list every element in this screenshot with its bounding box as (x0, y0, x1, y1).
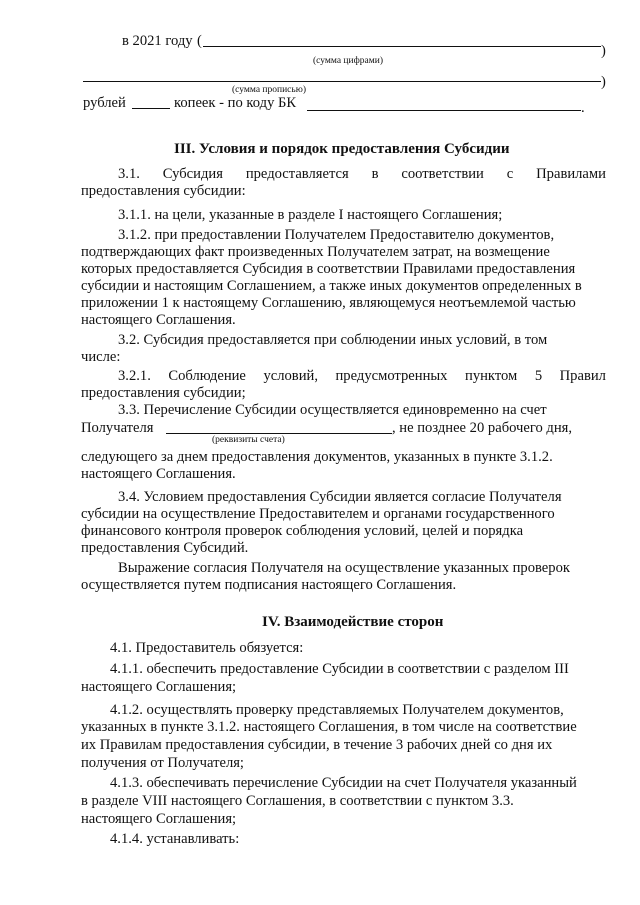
account-label: (реквизиты счета) (212, 435, 285, 445)
p3-1-end: предоставления субсидии: (81, 183, 246, 199)
p3-1-2-line-3: которых предоставляется Субсидия в соответствии Правилами предоставления (81, 261, 576, 277)
p4-1: 4.1. Предоставитель обязуется: (110, 640, 304, 656)
p4-1-3-line-1: 4.1.3. обеспечивать перечисление Субсидии на счет Получателя указанный (110, 775, 577, 791)
p4-1-2-line-1: 4.1.2. осуществлять проверку представляемых Получателем документов, (110, 702, 564, 718)
kopecks-kbk-label: копеек - по коду БК (174, 95, 297, 111)
amount-digits-label: (сумма цифрами) (313, 56, 383, 66)
p3-3: 3.3. Перечисление Субсидии осуществляется единовременно на счет (118, 402, 547, 418)
p3-3-end: настоящего Соглашения. (81, 466, 236, 482)
p3-3-cont: следующего за днем предоставления документов, указанных в пункте 3.1.2. (81, 449, 553, 465)
p3-1-2-line-5: приложении 1 к настоящему Соглашению, являющемуся неотъемлемой частью (81, 295, 576, 311)
p3-2: 3.2. Субсидия предоставляется при соблюдении иных условий, в том (118, 332, 548, 348)
close-paren-1: ) (601, 43, 606, 59)
rubles-label: рублей (83, 95, 126, 111)
p3-1-2-line-1: 3.1.2. при предоставлении Получателем Предоставителю документов, (118, 227, 555, 243)
p3-2-1-line: 3.2.1. Соблюдение условий, предусмотренных пунктом 5 Правил (118, 368, 606, 384)
amount-digits-line (203, 46, 601, 47)
p4-1-4: 4.1.4. устанавливать: (110, 831, 240, 847)
account-line (166, 433, 392, 434)
p4-1-3-line-2: в разделе VIII настоящего Соглашения, в соответствии с пунктом 3.3. (81, 793, 514, 809)
p3-4-line-1: 3.4. Условием предоставления Субсидии является согласие Получателя (118, 489, 562, 505)
p3-1-1: 3.1.1. на цели, указанные в разделе I настоящего Соглашения; (118, 207, 503, 223)
kopecks-line (132, 108, 170, 109)
p3-1-2-end: настоящего Соглашения. (81, 312, 236, 328)
p3-4-line-2: субсидии на осуществление Предоставителем и органами государственного (81, 506, 555, 522)
period: . (581, 100, 585, 116)
close-paren-2: ) (601, 74, 606, 90)
p4-1-3-end: настоящего Соглашения; (81, 811, 237, 827)
p-consent: Выражение согласия Получателя на осуществление указанных проверок (118, 560, 570, 576)
p4-1-1: 4.1.1. обеспечить предоставление Субсидии в соответствии с разделом III (110, 661, 569, 677)
p3-1-line: 3.1. Субсидия предоставляется в соответствии с Правилами (118, 166, 606, 182)
p-consent-end: осуществляется путем подписания настоящего Соглашения. (81, 577, 457, 593)
p3-3-deadline: , не позднее 20 рабочего дня, (392, 420, 573, 436)
p3-2-end: числе: (81, 349, 121, 365)
section-3-title: III. Условия и порядок предоставления Субсидии (174, 141, 510, 157)
p4-1-2-line-3: их Правилам предоставления субсидии, в течение 3 рабочих дней со дня их (81, 737, 553, 753)
p3-1-2-line-2: подтверждающих факт произведенных Получателем затрат, на возмещение (81, 244, 550, 260)
year-text: в 2021 году (122, 33, 193, 49)
p4-1-2-line-2: указанных в пункте 3.1.2. настоящего Соглашения, в том числе на соответствие (81, 719, 577, 735)
p3-2-1-end: предоставления субсидии; (81, 385, 246, 401)
kbk-line (307, 110, 581, 111)
p4-1-2-end: получения от Получателя; (81, 755, 244, 771)
amount-words-line (83, 81, 601, 82)
p3-1-2-line-4: субсидии и настоящим Соглашением, а также иных документов определенных в (81, 278, 582, 294)
p3-4-end: предоставления Субсидий. (81, 540, 249, 556)
section-4-title: IV. Взаимодействие сторон (262, 614, 444, 630)
p3-3-recipient: Получателя (81, 420, 154, 436)
p4-1-1-end: настоящего Соглашения; (81, 679, 237, 695)
p3-4-line-3: финансового контроля проверок соблюдения условий, целей и порядка (81, 523, 524, 539)
amount-words-label: (сумма прописью) (232, 85, 306, 95)
open-paren: ( (197, 33, 202, 49)
